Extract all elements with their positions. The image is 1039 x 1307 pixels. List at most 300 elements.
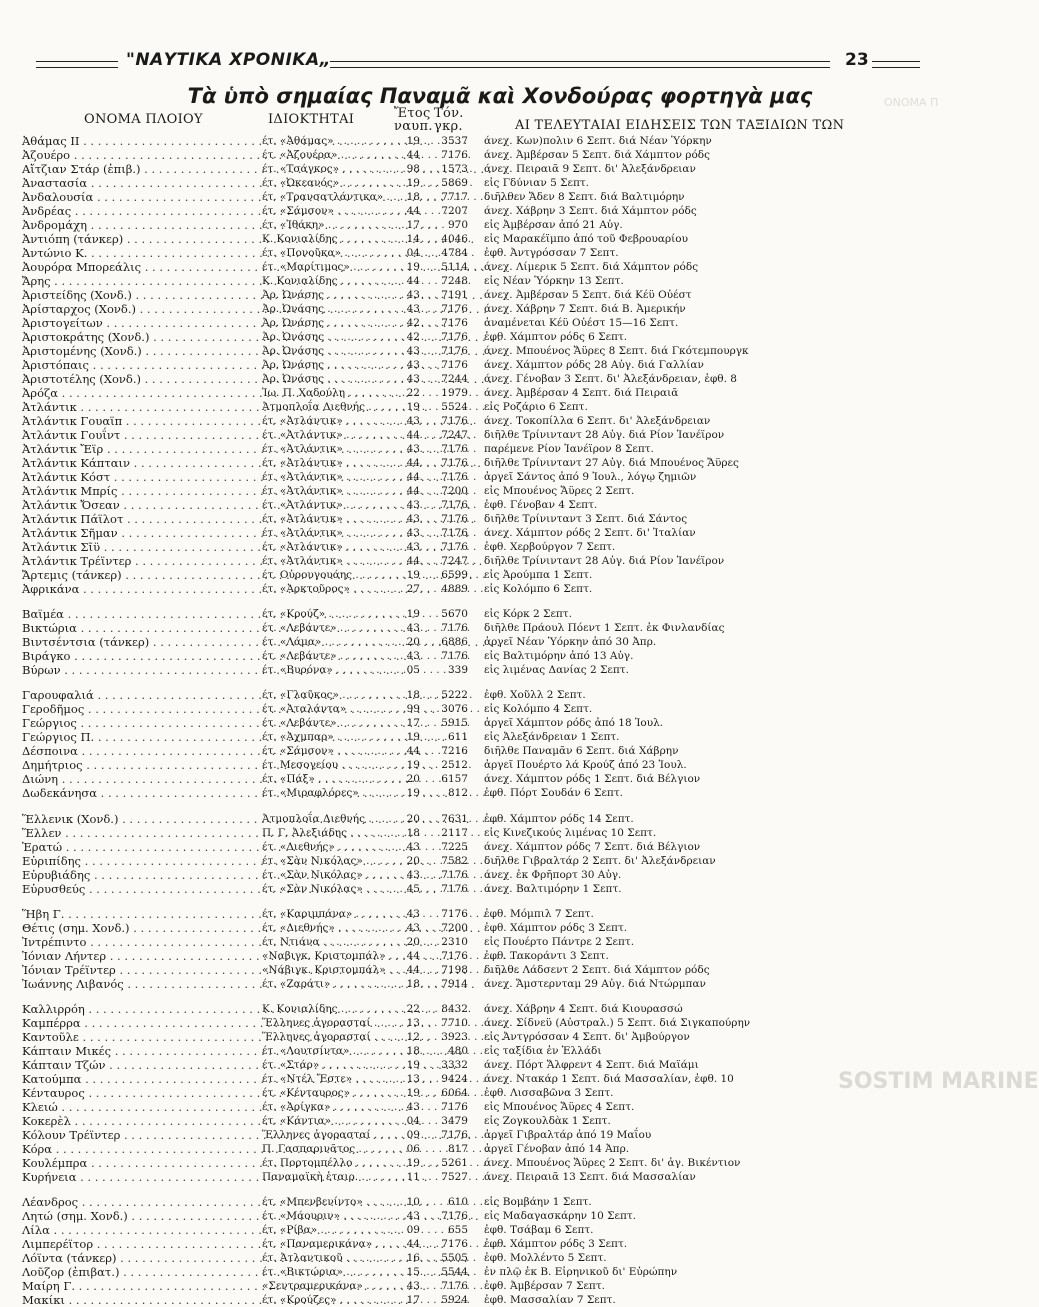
voyage-news: εἰς Βομβάην 1 Σεπτ. <box>484 1196 592 1209</box>
build-year: 44 <box>406 149 420 161</box>
build-year: 19 <box>406 177 420 189</box>
voyage-news: ἐφθ. Τσάβαμ 6 Σεπτ. <box>484 1224 594 1237</box>
gross-tonnage: 7244 <box>441 373 468 385</box>
table-row <box>0 882 1000 896</box>
build-year: 44 <box>406 429 420 441</box>
ship-name: Ἀτλάντικ Μπρίς . . . <box>22 484 250 498</box>
ship-owner: έτ. «Κάντια» . . . <box>262 1114 390 1128</box>
table-row <box>0 582 1000 596</box>
table-row <box>0 758 1000 772</box>
voyage-news: παρέμενε Ρίον Ἰανέϊρον 8 Σεπτ. <box>484 443 654 455</box>
ship-name: Ἀζουέρο . . . <box>22 148 250 162</box>
voyage-news: ἐφθ. Γένοβαν 4 Σεπτ. <box>484 499 598 511</box>
build-year: 43 <box>406 1210 420 1223</box>
ship-name: Εὐρυσθεύς . . . <box>22 882 250 896</box>
ship-owner: έτ. «Σὰν Νικόλας» . . . <box>262 882 390 896</box>
ship-name: Μαίρη Γ. . . . <box>22 1279 250 1293</box>
ship-owner: έτ. «Ἀχμπαρ» . . . <box>262 730 390 744</box>
table-row <box>0 854 1000 868</box>
build-year: 44 <box>406 745 420 758</box>
ship-name: Κοκερὲλ . . . <box>22 1114 250 1128</box>
gross-tonnage: 7176 <box>441 149 468 161</box>
voyage-news: άνεχ. Ἀμβέρσαν 4 Σεπτ. διά Πειραιᾶ <box>484 387 679 399</box>
column-header-ton-bottom: γκρ. <box>434 119 463 134</box>
ship-owner: Ἀρ. Ὠνάσης . . . <box>262 358 390 372</box>
build-year: 18 <box>406 977 420 990</box>
gross-tonnage: 5869 <box>441 177 468 189</box>
gross-tonnage: 6599 <box>441 569 468 581</box>
ship-owner: έτ. «Ζαράτι» . . . <box>262 977 390 991</box>
voyage-news: διῆλθε Τρίνινταντ 27 Αὐγ. διά Μπουένος Ἄϋρες <box>484 457 739 469</box>
voyage-news: ἐφθ. Χερβούργον 7 Σεπτ. <box>484 541 616 553</box>
build-year: 04 <box>406 1115 420 1127</box>
ship-name: Καλλιρρόη . . . <box>22 1002 250 1016</box>
voyage-news: άνεχ. Μπουένος Ἄϋρες 8 Σεπτ. διά Γκότεμπουργκ <box>484 345 749 357</box>
build-year: 98 <box>406 163 420 175</box>
gross-tonnage: 611 <box>447 731 468 744</box>
table-row <box>0 358 1000 372</box>
build-year: 15 <box>406 1266 420 1279</box>
ship-name: Ἀτλάντικ Τρέϊντερ . . . <box>22 554 250 568</box>
voyage-news: εἰς Ἀλεξάνδρειαν 1 Σεπτ. <box>484 731 620 744</box>
ship-owner: έτ. «Ἀτλάντικ» . . . <box>262 540 390 554</box>
voyage-news: ἐφθ. Τακοράντι 3 Σεπτ. <box>484 949 609 962</box>
ship-name: Ἀτλάντικ Κάπταιν . . . <box>22 456 250 470</box>
build-year: 18 <box>406 826 420 839</box>
ship-owner: Π. Γασπαρινᾶτος . . . <box>262 1142 390 1156</box>
gross-tonnage: 7914 <box>441 977 468 990</box>
voyage-news: εἰς Κολόμπο 4 Σεπτ. <box>484 703 593 716</box>
build-year: 19 <box>406 731 420 744</box>
ship-name: Βαϊμέα . . . <box>22 607 250 621</box>
voyage-news: εἰς λιμένας Δανίας 2 Σεπτ. <box>484 664 629 677</box>
ship-owner: Ἀρ. Ὠνάσης . . . <box>262 288 390 302</box>
voyage-news: ἐφθ. Μολλέντο 5 Σεπτ. <box>484 1252 607 1265</box>
gross-tonnage: 5915 <box>441 717 468 730</box>
ship-name: Μακίκι . . . <box>22 1293 250 1307</box>
build-year: 14 <box>406 233 420 245</box>
voyage-news: άνεχ. Χάμπτον ρόδς 28 Αὐγ. διά Γαλλίαν <box>484 359 704 371</box>
ship-name: Δωδεκάνησα . . . <box>22 786 250 800</box>
ship-name: Καμπέρρα . . . <box>22 1016 250 1030</box>
ship-owner: έτ. «Διεθνής» . . . <box>262 921 390 935</box>
voyage-news: εἰς Πουέρτο Πάντρε 2 Σεπτ. <box>484 935 635 948</box>
gross-tonnage: 7176 <box>441 527 468 539</box>
gross-tonnage: 6157 <box>441 773 468 786</box>
gross-tonnage: 7176 <box>441 1129 468 1141</box>
voyage-news: άνεχ. Πειραιᾶ 13 Σεπτ. διά Μασσαλίαν <box>484 1171 696 1183</box>
build-year: 43 <box>406 650 420 663</box>
ship-name: Ἀτλάντικ Γουΐντ . . . <box>22 428 250 442</box>
gross-tonnage: 7176 <box>441 471 468 483</box>
table-row <box>0 868 1000 882</box>
build-year: 42 <box>406 317 420 329</box>
ship-owner: Ἀρ. Ὠνάσης . . . <box>262 302 390 316</box>
gross-tonnage: 1979 <box>441 387 468 399</box>
build-year: 19 <box>406 401 420 413</box>
ship-owner: Ἰω. Π. Χαδούλη . . . <box>262 386 390 400</box>
ship-owner: «Ναβιγκ. Κριστομπάλ» . . . <box>262 949 390 963</box>
table-row <box>0 663 1000 677</box>
build-year: 43 <box>406 1280 420 1293</box>
table-row <box>0 162 1000 176</box>
ship-name: Ἀνδρομάχη . . . <box>22 218 250 232</box>
table-row <box>0 512 1000 526</box>
build-year: 44 <box>406 457 420 469</box>
build-year: 09 <box>406 1224 420 1237</box>
ship-name: Καντοῦλε . . . <box>22 1030 250 1044</box>
gross-tonnage: 7176 <box>441 303 468 315</box>
gross-tonnage: 339 <box>447 664 468 677</box>
column-header-name: ΟΝΟΜΑ ΠΛΟΙΟΥ <box>84 112 203 127</box>
ship-name: Λιμπερέϊτορ . . . <box>22 1237 250 1251</box>
voyage-news: ἀναμένεται Κέϋ Οὐέστ 15—16 Σεπτ. <box>484 317 679 329</box>
table-row <box>0 400 1000 414</box>
ship-owner: Ἕλληνες ἀγορασταί . . . <box>262 1030 390 1044</box>
ship-name: Ἀφρικάνα . . . <box>22 582 250 596</box>
ship-owner: έτ. Μεσογείου . . . <box>262 758 390 772</box>
voyage-news: άνεχ. ἐκ Φρῆπορτ 30 Αὐγ. <box>484 868 622 881</box>
ship-owner: έτ. «Σάμσον» . . . <box>262 204 390 218</box>
table-row <box>0 635 1000 649</box>
build-year: 43 <box>406 541 420 553</box>
ship-owner: έτ. «Λεβάντε» . . . <box>262 649 390 663</box>
voyage-news: άνεχ. Ἀμβέρσαν 5 Σεπτ. διά Κέϋ Οὐέστ <box>484 289 692 301</box>
voyage-news: ἐφθ. Χάμπτον ρόδς 3 Σεπτ. <box>484 921 628 934</box>
gross-tonnage: 2512 <box>441 759 468 772</box>
build-year: 43 <box>406 359 420 371</box>
voyage-news: διῆλθε Πράουλ Πόεντ 1 Σεπτ. ἐκ Φινλανδίας <box>484 622 725 635</box>
gross-tonnage: 7216 <box>441 745 468 758</box>
voyage-news: εἰς Ἀμβέρσαν ἀπό 21 Αὐγ. <box>484 219 623 231</box>
table-row <box>0 907 1000 921</box>
ship-owner: έτ. «Μάουριν» . . . <box>262 1209 390 1223</box>
table-row <box>0 963 1000 977</box>
ship-name: Γεώργιος . . . <box>22 716 250 730</box>
table-row <box>0 568 1000 582</box>
build-year: 19 <box>406 569 420 581</box>
build-year: 99 <box>406 703 420 716</box>
voyage-news: εἰς Ἀντγρόσσαν 4 Σεπτ. δι' Ἀμβούργον <box>484 1031 690 1043</box>
build-year: 43 <box>406 868 420 881</box>
table-row <box>0 498 1000 512</box>
ship-owner: έτ. «Ἰθάκη» . . . <box>262 218 390 232</box>
build-year: 43 <box>406 289 420 301</box>
voyage-news: εἰς Ροζάριο 6 Σεπτ. <box>484 401 588 413</box>
ship-name: Ἀτλάντικ Πάϊλοτ . . . <box>22 512 250 526</box>
ship-owner: Κ. Κονιαλίδης . . . <box>262 1002 390 1016</box>
gross-tonnage: 7176 <box>441 359 468 371</box>
build-year: 20 <box>406 854 420 867</box>
build-year: 13 <box>406 1017 420 1029</box>
table-row <box>0 1265 1000 1279</box>
ship-owner: έτ. «Λεβάντε» . . . <box>262 716 390 730</box>
column-header-owner: ΙΔΙΟΚΤΗΤΑΙ <box>268 112 355 127</box>
gross-tonnage: 7225 <box>441 840 468 853</box>
voyage-news: ἀργεῖ Γιβραλτάρ ἀπό 19 Μαΐου <box>484 1129 652 1141</box>
ship-name: Κάπταιν Τζών . . . <box>22 1058 250 1072</box>
voyage-news: διῆλθε Τρίνινταντ 28 Αὐγ. διά Ρίον Ἰανέϊρον <box>484 429 725 441</box>
voyage-news: διῆλθε Τρίνινταντ 28 Αὐγ. διά Ρίον Ἰανέϊρον <box>484 555 725 567</box>
table-row <box>0 526 1000 540</box>
gross-tonnage: 7717 <box>441 191 468 203</box>
voyage-news: ἐφθ. Ἀμβέρσαν 7 Σεπτ. <box>484 1280 605 1293</box>
gross-tonnage: 7176 <box>441 331 468 343</box>
voyage-news: διῆλθε Λάδσεντ 2 Σεπτ. διά Χάμπτον ρόδς <box>484 963 710 976</box>
build-year: 22 <box>406 387 420 399</box>
ship-name: Ἀρόζα . . . <box>22 386 250 400</box>
ship-owner: έτ. «Διεθνής» . . . <box>262 840 390 854</box>
ship-owner: έτ. «Ἀτλάντικ» . . . <box>262 498 390 512</box>
page-headline: Τὰ ὑπὸ σημαίας Παναμᾶ καὶ Χονδούρας φορτηγὰ μας <box>187 84 813 108</box>
build-year: 43 <box>406 443 420 455</box>
ship-name: Λόϊντα (τάνκερ) . . . <box>22 1251 250 1265</box>
gross-tonnage: 7176 <box>441 907 468 920</box>
gross-tonnage: 7200 <box>441 921 468 934</box>
gross-tonnage: 2310 <box>441 935 468 948</box>
build-year: 44 <box>406 275 420 287</box>
build-year: 43 <box>406 345 420 357</box>
ship-name: Διώνη . . . <box>22 772 250 786</box>
ship-owner: έτ. «Λεβάντε» . . . <box>262 621 390 635</box>
ship-owner: έτ. Οὐρουγουάης . . . <box>262 568 390 582</box>
ship-owner: Ἀρ. Ὠνάσης . . . <box>262 344 390 358</box>
ship-name: Ἀντιόπη (τάνκερ) . . . <box>22 232 250 246</box>
build-year: 20 <box>406 812 420 825</box>
gross-tonnage: 6064 <box>441 1087 468 1099</box>
ship-owner: Π. Γ. Ἀλεξιάδης . . . <box>262 826 390 840</box>
ship-name: Ἀουρόρα Μπορεάλις . . . <box>22 260 250 274</box>
table-row <box>0 204 1000 218</box>
table-row <box>0 702 1000 716</box>
build-year: 17 <box>406 219 420 231</box>
ship-name: Κόρα . . . <box>22 1142 250 1156</box>
voyage-news: άνεχ. Χάβρην 3 Σεπτ. διά Χάμπτον ρόδς <box>484 205 697 217</box>
ship-name: Βιράγκο . . . <box>22 649 250 663</box>
gross-tonnage: 8432 <box>441 1003 468 1015</box>
table-row <box>0 1195 1000 1209</box>
gross-tonnage: 7176 <box>441 1280 468 1293</box>
build-year: 44 <box>406 1238 420 1251</box>
voyage-news: διῆλθεν Ἄδεν 8 Σεπτ. διά Βαλτιμόρην <box>484 191 685 203</box>
table-row <box>0 840 1000 854</box>
column-header-year-bottom: ναυπ. <box>394 119 433 134</box>
build-year: 22 <box>406 1003 420 1015</box>
gross-tonnage: 3479 <box>441 1115 468 1127</box>
gross-tonnage: 7207 <box>441 205 468 217</box>
table-row <box>0 744 1000 758</box>
voyage-news: ἐφθ. Χάμπτον ρόδς 14 Σεπτ. <box>484 812 634 825</box>
ship-owner: έτ. «Μιραφλόρες» . . . <box>262 786 390 800</box>
gross-tonnage: 5544 <box>441 1266 468 1279</box>
ship-name: Ἕλλενικ (Χονδ.) . . . <box>22 812 250 826</box>
build-year: 42 <box>406 331 420 343</box>
ship-owner: έτ. «Σὰν Νικόλας» . . . <box>262 854 390 868</box>
voyage-news: εἰς Κινεζικούς λιμένας 10 Σεπτ. <box>484 826 657 839</box>
ship-owner: έτ. «Ἀταλάντα» . . . <box>262 702 390 716</box>
table-row <box>0 826 1000 840</box>
build-year: 44 <box>406 963 420 976</box>
build-year: 43 <box>406 1101 420 1113</box>
column-header-year-top: Ἔτος <box>394 106 431 121</box>
gross-tonnage: 7176 <box>441 513 468 525</box>
page-number: 23 <box>842 50 872 70</box>
table-row <box>0 288 1000 302</box>
ship-name: Ἀτλάντικ Κόστ . . . <box>22 470 250 484</box>
voyage-news: ἀργεῖ Πουέρτο λά Κρούζ ἀπό 23 Ἰουλ. <box>484 759 687 772</box>
build-year: 20 <box>406 773 420 786</box>
voyage-news: άνεχ. Λίμερικ 5 Σεπτ. διά Χάμπτον ρόδς <box>484 261 699 273</box>
build-year: 19 <box>406 261 420 273</box>
ship-name: Λίλα . . . <box>22 1223 250 1237</box>
ship-owner: έτ. «Βυρόνα» . . . <box>262 663 390 677</box>
table-row <box>0 1030 1000 1044</box>
ship-name: Κόλουν Τρέϊντερ . . . <box>22 1128 250 1142</box>
table-row <box>0 949 1000 963</box>
gross-tonnage: 5670 <box>441 608 468 621</box>
ship-owner: έτ. «Μαρίτιμος» . . . <box>262 260 390 274</box>
table-row <box>0 1170 1000 1184</box>
voyage-news: άνεχ. Τοκοπίλλα 6 Σεπτ. δι' Ἀλεξάνδρειαν <box>484 415 711 427</box>
ship-owner: έτ. «Κρούζ» . . . <box>262 607 390 621</box>
table-row <box>0 607 1000 621</box>
table-row <box>0 316 1000 330</box>
voyage-news: εἰς Νέαν Ὑόρκην 13 Σεπτ. <box>484 275 624 287</box>
gross-tonnage: 5222 <box>441 689 468 702</box>
gross-tonnage: 7176 <box>441 1210 468 1223</box>
gross-tonnage: 610 <box>447 1196 468 1209</box>
gross-tonnage: 7176 <box>441 345 468 357</box>
table-row <box>0 344 1000 358</box>
build-year: 43 <box>406 499 420 511</box>
table-row <box>0 649 1000 663</box>
build-year: 18 <box>406 191 420 203</box>
voyage-news: εἰς Μαρακέϊμπο ἀπό τοῦ Φεβρουαρίου <box>484 233 688 245</box>
build-year: 10 <box>406 1196 420 1209</box>
build-year: 43 <box>406 415 420 427</box>
show-through-text: ΟΝΟΜΑ Π <box>884 96 939 109</box>
build-year: 18 <box>406 1045 420 1057</box>
column-header-year <box>394 107 433 133</box>
ship-owner: έτ. «Ἀτλάντικ» . . . <box>262 428 390 442</box>
ship-owner: έτ. «Μπενβενίντο» . . . <box>262 1195 390 1209</box>
column-header-ton-top: Τόν. <box>434 106 464 121</box>
ship-owner: έτ. «Στάρ» . . . <box>262 1058 390 1072</box>
show-through-stamp: SOSTIM MARINE <box>838 1069 1039 1094</box>
voyage-news: ἀργεῖ Χάμπτον ρόδς ἀπό 18 Ἰουλ. <box>484 717 664 730</box>
ship-name: Εὐρυβιάδης . . . <box>22 868 250 882</box>
voyage-news: άνεχ. Γένοβαν 3 Σεπτ. δι' Ἀλεξάνδρειαν, ἐφθ. 8 <box>484 373 737 385</box>
ship-name: Ἀθάμας ΙΙ . . . <box>22 134 250 148</box>
voyage-news: εἰς Μπουένος Ἄϋρες 4 Σεπτ. <box>484 1101 635 1113</box>
build-year: 04 <box>406 247 420 259</box>
ship-owner: Ἕλληνες ἀγορασταί . . . <box>262 1128 390 1142</box>
table-row <box>0 134 1000 148</box>
voyage-news: άνεχ. Χάμπτον ρόδς 7 Σεπτ. διά Βέλγιον <box>484 840 701 853</box>
gross-tonnage: 5524 <box>441 401 468 413</box>
ship-owner: έτ. «Ἀτλάντικ» . . . <box>262 442 390 456</box>
build-year: 17 <box>406 717 420 730</box>
ship-owner: έτ. «Τρανσατλάντικα» . . . <box>262 190 390 204</box>
ship-owner: έτ. «Βικτώρια» . . . <box>262 1265 390 1279</box>
gross-tonnage: 7176 <box>441 317 468 329</box>
gross-tonnage: 5505 <box>441 1252 468 1265</box>
voyage-news: ἀργεῖ Νέαν Ὑόρκην ἀπό 30 Ἀπρ. <box>484 636 657 649</box>
ship-owner: Ἀρ. Ὠνάσης . . . <box>262 316 390 330</box>
voyage-news: άνεχ. Βαλτιμόρην 1 Σεπτ. <box>484 882 622 895</box>
build-year: 43 <box>406 921 420 934</box>
build-year: 19 <box>406 1059 420 1071</box>
gross-tonnage: 970 <box>447 219 468 231</box>
ship-owner: έτ. Ἀτλαντικοῦ . . . <box>262 1251 390 1265</box>
ship-name: Ἀναστασία . . . <box>22 176 250 190</box>
table-row <box>0 302 1000 316</box>
gross-tonnage: 7631 <box>441 812 468 825</box>
build-year: 17 <box>406 1294 420 1307</box>
voyage-news: εἰς Κόρκ 2 Σεπτ. <box>484 608 572 621</box>
build-year: 13 <box>406 1073 420 1085</box>
ship-name: Γεροδῆμος . . . <box>22 702 250 716</box>
ship-owner: έτ. «Ἀτλάντικ» . . . <box>262 512 390 526</box>
table-row <box>0 414 1000 428</box>
ship-name: Ἰωάννης Λιβανός . . . <box>22 977 250 991</box>
gross-tonnage: 2117 <box>441 826 468 839</box>
ship-owner: έτ. «Ἀρκτοῦρος» . . . <box>262 582 390 596</box>
table-row <box>0 1002 1000 1016</box>
table-row <box>0 470 1000 484</box>
ship-name: Ἀνδρέας . . . <box>22 204 250 218</box>
voyage-news: άνεχ. Σίδνεϋ (Αὐστραλ.) 5 Σεπτ. διά Σιγκαπούρην <box>484 1017 751 1029</box>
voyage-news: άνεχ. Χάβρην 7 Σεπτ. διά Β. Ἀμερικήν <box>484 303 686 315</box>
ship-name: Ἀτλάντικ Ἔϊρ . . . <box>22 442 250 456</box>
table-row <box>0 977 1000 991</box>
masthead-rule-page <box>870 61 920 68</box>
gross-tonnage: 6886 <box>441 636 468 649</box>
ship-owner: Ἀρ. Ὠνάσης . . . <box>262 330 390 344</box>
table-row <box>0 1237 1000 1251</box>
ship-name: Ἄρτεμις (τάνκερ) . . . <box>22 568 250 582</box>
ship-owner: έτ. Πορτομπέλλο . . . <box>262 1156 390 1170</box>
gross-tonnage: 7176 <box>441 1101 468 1113</box>
table-row <box>0 540 1000 554</box>
ship-name: Λοῦζορ (ἐπιβατ.) . . . <box>22 1265 250 1279</box>
ship-owner: έτ. «Πάξ» . . . <box>262 772 390 786</box>
ship-name: Κατούμπα . . . <box>22 1072 250 1086</box>
ship-owner: έτ. «Ὠκεανός» . . . <box>262 176 390 190</box>
voyage-news: εἰς Μπουένος Ἄϋρες 2 Σεπτ. <box>484 485 635 497</box>
table-row <box>0 428 1000 442</box>
table-row <box>0 786 1000 800</box>
voyage-news: ἀργεῖ Γένοβαν ἀπό 14 Ἀπρ. <box>484 1143 630 1155</box>
ship-name: Κάπταιν Μικές . . . <box>22 1044 250 1058</box>
ship-owner: έτ. «Ἀτλάντικ» . . . <box>262 484 390 498</box>
ship-name: Ἀριστογείτων . . . <box>22 316 250 330</box>
gross-tonnage: 7200 <box>441 485 468 497</box>
ship-owner: έτ. «Ἀτλάντικ» . . . <box>262 554 390 568</box>
ship-owner: έτ. «Ρίβα» . . . <box>262 1223 390 1237</box>
build-year: 20 <box>406 935 420 948</box>
voyage-news: εἰς Γδύνιαν 5 Σεπτ. <box>484 177 590 189</box>
voyage-news: ἀργεῖ Σάντος ἀπό 9 Ἰουλ., λόγῳ ζημιῶν <box>484 471 697 483</box>
build-year: 43 <box>406 907 420 920</box>
ship-owner: Κ. Κονιαλίδης . . . <box>262 274 390 288</box>
table-row <box>0 688 1000 702</box>
voyage-news: ἐφθ. Λισσαβῶνα 3 Σεπτ. <box>484 1087 614 1099</box>
build-year: 19 <box>406 1157 420 1169</box>
build-year: 09 <box>406 1129 420 1141</box>
voyage-news: εἰς Μαδαγασκάρην 10 Σεπτ. <box>484 1210 637 1223</box>
ship-name: Ἕλλεν . . . <box>22 826 250 840</box>
